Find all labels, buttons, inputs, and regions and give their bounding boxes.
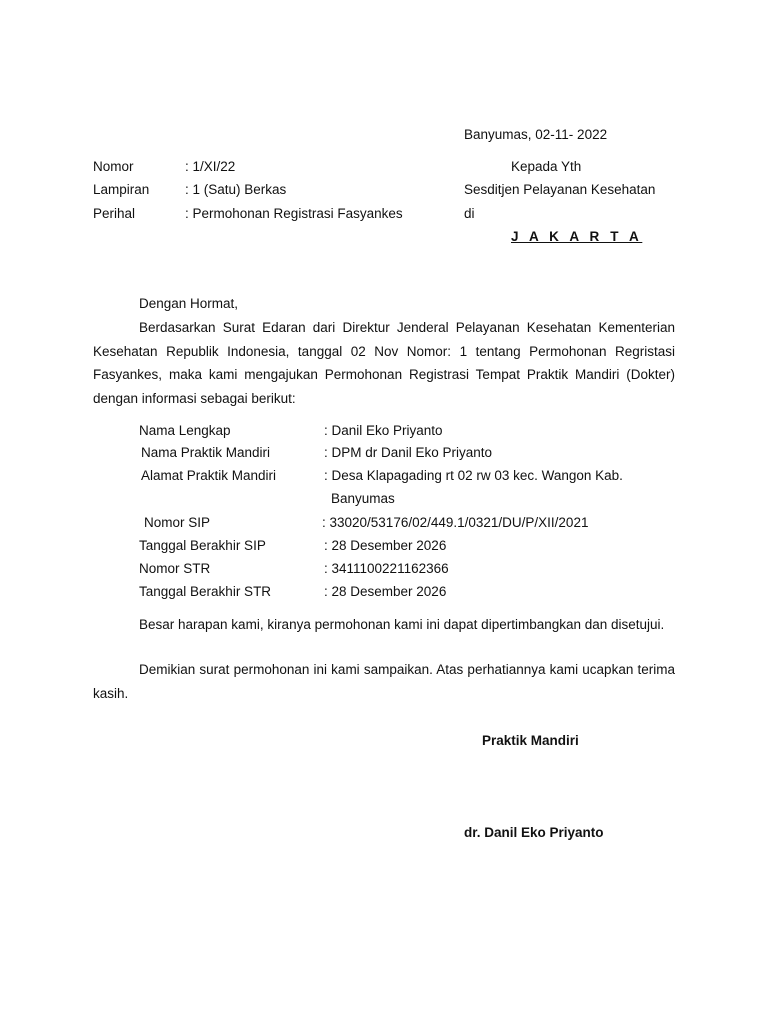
meta-label-perihal: Perihal bbox=[93, 206, 136, 221]
recipient-di: di bbox=[464, 206, 475, 221]
recipient-city: J A K A R T A bbox=[511, 229, 643, 244]
detail-label-str-expiry: Tanggal Berakhir STR bbox=[139, 584, 272, 599]
intro-paragraph: Berdasarkan Surat Edaran dari Direktur Jenderal Pelayanan Kesehatan Kementerian Kesehatan Republik Indonesia, tanggal 02 Nov Nomor: 1 tentang Permohonan Regristasi Fasyankes, maka kami mengajukan Permohonan Registrasi Tempat Praktik Mandiri (Dokter) dengan informasi sebagai berikut: bbox=[93, 320, 675, 406]
detail-value-str: : 3411100221162366 bbox=[324, 561, 449, 576]
greeting: Dengan Hormat, bbox=[139, 296, 239, 311]
detail-value-str-expiry: : 28 Desember 2026 bbox=[324, 584, 447, 599]
meta-value-nomor: : 1/XI/22 bbox=[185, 159, 236, 174]
meta-value-perihal: : Permohonan Registrasi Fasyankes bbox=[185, 206, 403, 221]
meta-value-lampiran: : 1 (Satu) Berkas bbox=[185, 182, 287, 197]
closing-paragraph-1: Besar harapan kami, kiranya permohonan kami ini dapat dipertimbangkan dan disetujui. bbox=[139, 617, 665, 632]
detail-value-sip-expiry: : 28 Desember 2026 bbox=[324, 538, 447, 553]
meta-label-lampiran: Lampiran bbox=[93, 182, 150, 197]
detail-value-praktik: : DPM dr Danil Eko Priyanto bbox=[324, 445, 493, 460]
detail-label-nama: Nama Lengkap bbox=[139, 423, 231, 438]
recipient-title: Sesditjen Pelayanan Kesehatan bbox=[464, 182, 656, 197]
detail-label-alamat: Alamat Praktik Mandiri bbox=[141, 468, 277, 483]
recipient-greeting: Kepada Yth bbox=[511, 159, 582, 174]
signature-organization: Praktik Mandiri bbox=[482, 733, 579, 748]
closing-paragraph-2: Demikian surat permohonan ini kami sampaikan. Atas perhatiannya kami ucapkan terima kasih. bbox=[93, 662, 675, 701]
detail-label-sip: Nomor SIP bbox=[144, 515, 211, 530]
detail-label-praktik: Nama Praktik Mandiri bbox=[141, 445, 271, 460]
detail-value-nama: : Danil Eko Priyanto bbox=[324, 423, 443, 438]
detail-label-sip-expiry: Tanggal Berakhir SIP bbox=[139, 538, 266, 553]
detail-value-alamat-cont: Banyumas bbox=[331, 491, 395, 506]
place-date: Banyumas, 02-11- 2022 bbox=[464, 127, 608, 142]
detail-value-sip: : 33020/53176/02/449.1/0321/DU/P/XII/2021 bbox=[322, 515, 589, 530]
meta-label-nomor: Nomor bbox=[93, 159, 134, 174]
detail-value-alamat: : Desa Klapagading rt 02 rw 03 kec. Wangon Kab. bbox=[324, 468, 623, 483]
signature-name: dr. Danil Eko Priyanto bbox=[464, 825, 604, 840]
detail-label-str: Nomor STR bbox=[139, 561, 211, 576]
